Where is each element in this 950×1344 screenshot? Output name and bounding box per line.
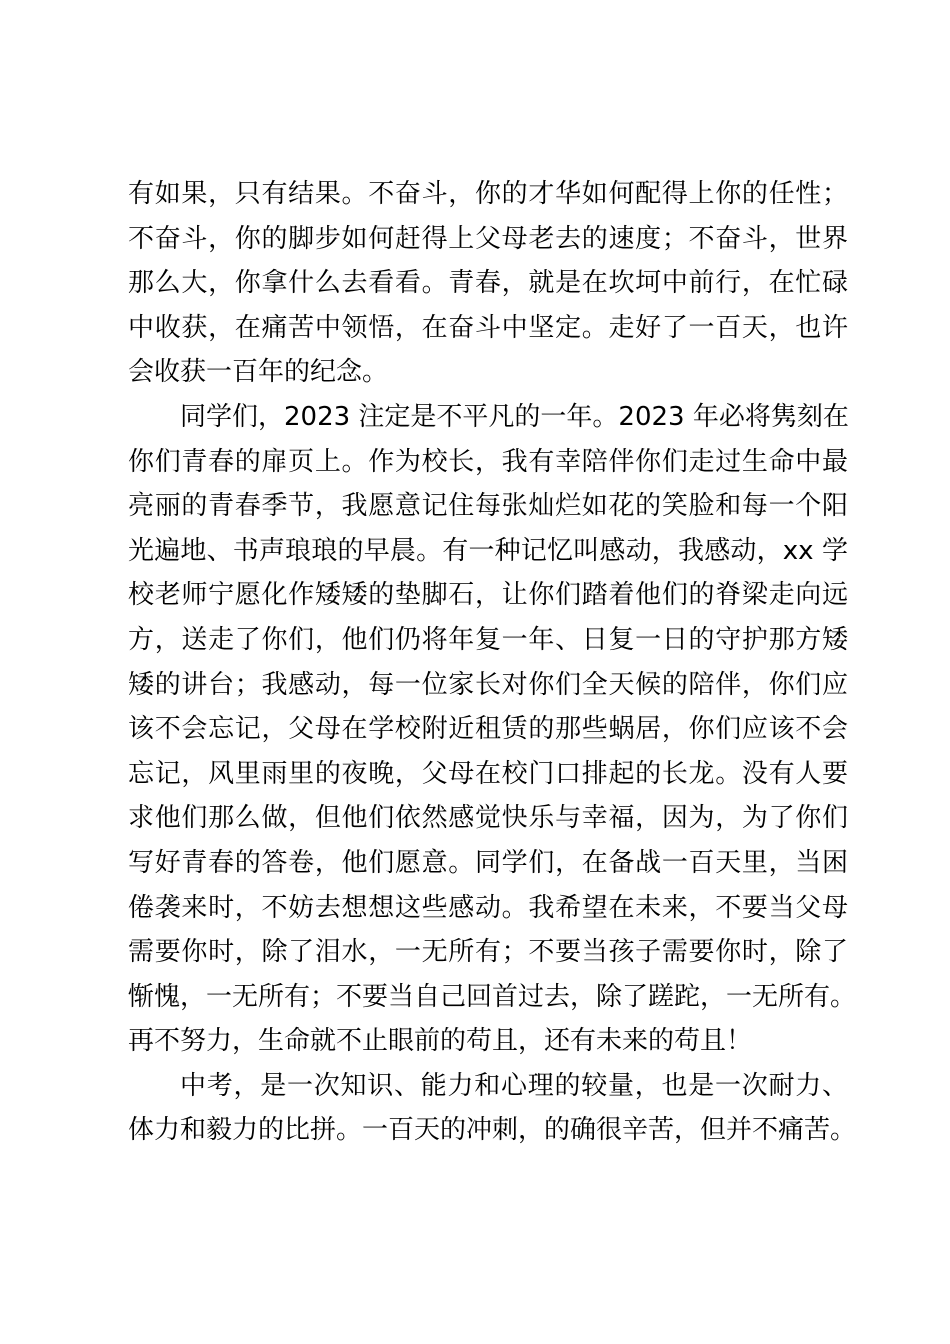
paragraph-2-line-15: 再不努力，生命就不止眼前的苟且，还有未来的苟且！ [128, 1026, 753, 1057]
paragraph-1-line-5: 会收获一百年的纪念。 [128, 357, 389, 388]
paragraph-2-line-1: 同学们，2023 注定是不平凡的一年。2023 年必将隽刻在 [180, 401, 849, 432]
paragraph-2-line-2: 你们青春的扉页上。作为校长，我有幸陪伴你们走过生命中最 [128, 446, 848, 477]
paragraph-2-line-14: 惭愧，一无所有；不要当自己回首过去，除了蹉跎，一无所有。 [128, 981, 857, 1012]
paragraph-2-line-4: 光遍地、书声琅琅的早晨。有一种记忆叫感动，我感动，xx 学 [128, 535, 848, 566]
paragraph-2-line-8: 该不会忘记，父母在学校附近租赁的那些蜗居，你们应该不会 [128, 714, 848, 745]
paragraph-2-line-7: 矮的讲台；我感动，每一位家长对你们全天候的陪伴，你们应 [128, 669, 848, 700]
paragraph-2-line-10: 求他们那么做，但他们依然感觉快乐与幸福，因为，为了你们 [128, 803, 848, 834]
paragraph-3-line-1: 中考，是一次知识、能力和心理的较量，也是一次耐力、 [180, 1070, 848, 1101]
paragraph-2-line-6: 方，送走了你们，他们仍将年复一年、日复一日的守护那方矮 [128, 624, 848, 655]
paragraph-2-line-5: 校老师宁愿化作矮矮的垫脚石，让你们踏着他们的脊梁走向远 [128, 580, 848, 611]
paragraph-1-line-2: 不奋斗，你的脚步如何赶得上父母老去的速度；不奋斗，世界 [128, 223, 848, 254]
paragraph-1-line-3: 那么大，你拿什么去看看。青春，就是在坎坷中前行，在忙碌 [128, 268, 848, 299]
paragraph-3-line-2: 体力和毅力的比拼。一百天的冲刺，的确很辛苦，但并不痛苦。 [128, 1115, 857, 1146]
paragraph-2-line-12: 倦袭来时，不妨去想想这些感动。我希望在未来，不要当父母 [128, 892, 848, 923]
paragraph-2-line-9: 忘记，风里雨里的夜晚，父母在校门口排起的长龙。没有人要 [128, 758, 848, 789]
paragraph-2-line-3: 亮丽的青春季节，我愿意记住每张灿烂如花的笑脸和每一个阳 [128, 491, 848, 522]
paragraph-1-line-4: 中收获，在痛苦中领悟，在奋斗中坚定。走好了一百天，也许 [128, 312, 848, 343]
body-text [128, 172, 857, 1153]
paragraph-2-line-11: 写好青春的答卷，他们愿意。同学们，在备战一百天里，当困 [128, 847, 848, 878]
paragraph-1-line-1: 有如果，只有结果。不奋斗，你的才华如何配得上你的任性； [128, 179, 848, 209]
paragraph-2-line-13: 需要你时，除了泪水，一无所有；不要当孩子需要你时，除了 [128, 937, 848, 968]
